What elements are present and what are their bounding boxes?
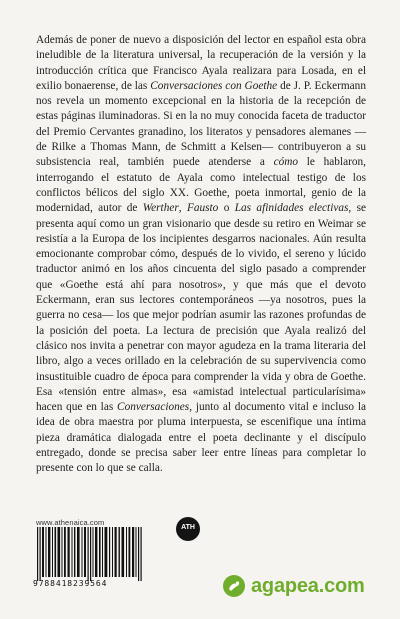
book-title-werther: Werther bbox=[142, 202, 179, 215]
publisher-logo: ATH bbox=[176, 517, 200, 541]
publisher-url: www.athenaica.com bbox=[36, 518, 105, 527]
isbn-number: 9788418239564 bbox=[33, 579, 108, 588]
blurb-segment: le hablaron, interrogando el estatuto de Ayala como intelectual testigo de los conflictos bélicos del siglo XX. Goethe, poeta inmortal, genio de la modernidad, autor de bbox=[36, 156, 366, 215]
book-title-fausto: Fausto bbox=[186, 202, 219, 215]
blurb-segment: de J. P. Eckermann nos revela un momento excepcional en la historia de la recepción de estas páginas iluminadoras. Si en la no muy conocida faceta de traductor del Premio Cervantes granadino, los literatos y pensadores alemanes —de Rilke a Thomas Mann, de Schmitt a Kelsen— contribuyeron a su subsistencia real, también puede atenderse a bbox=[36, 79, 366, 169]
book-title-afinidades: Las afinidades electivas bbox=[234, 202, 349, 215]
blurb-text bbox=[36, 33, 366, 477]
watermark-text: agapea.com bbox=[251, 574, 365, 597]
emphasis-como: cómo bbox=[273, 156, 299, 169]
blurb-paragraph bbox=[36, 33, 366, 477]
blurb-segment: o bbox=[218, 202, 235, 215]
book-title-conversaciones: Conversaciones con Goethe bbox=[150, 79, 278, 92]
watermark bbox=[222, 573, 365, 599]
blurb-segment: , se presenta aquí como un gran visionario que desde su retiro en Weimar se resistía a la Europa de los incipientes desgarros nacionales. Aún resulta emocionante comprobar cómo, después de lo vivido, el sereno y lúcido traductor animó en los años cincuenta del siglo pasado a comprender que «Goethe está ahí para nosotros», y que más que el devoto Eckermann, eran sus lectores contemporáneos —ya nosotros, pues la guerra no cesa— los que mejor podrían asumir las razones profundas de la posición del poeta. La lectura de precisión que Ayala realizó del clásico nos invita a penetrar con mayor agudeza en la trama literaria del libro, algo a veces orillado en la celebración de su supervivencia como insustituible cuadro de época para comprender la vida y obra de Goethe. Esa «tensión entre almas», esa «amistad intelectual particularísima» hacen que en las bbox=[36, 202, 366, 414]
agapea-logo-icon bbox=[222, 574, 246, 598]
blurb-segment: , bbox=[178, 202, 187, 215]
blurb-segment: Además de poner de nuevo a disposición del lector en español esta obra ineludible de la literatura universal, la recuperación de la versión y la introducción crítica que Francisco Ayala realizara para Losada, en el exilio bonaerense, de las bbox=[36, 34, 366, 92]
barcode bbox=[34, 527, 144, 581]
book-title-conversaciones-short: Conversaciones bbox=[117, 401, 190, 414]
blurb-segment: , junto al documento vital e incluso la idea de obra maestra por pluma interpuesta, se escenifique una íntima pieza dramática dialogada entre el poeta declinante y el discípulo entregado, donde se precisa saber leer entre líneas para completar lo presente con lo que se calla. bbox=[36, 401, 366, 475]
